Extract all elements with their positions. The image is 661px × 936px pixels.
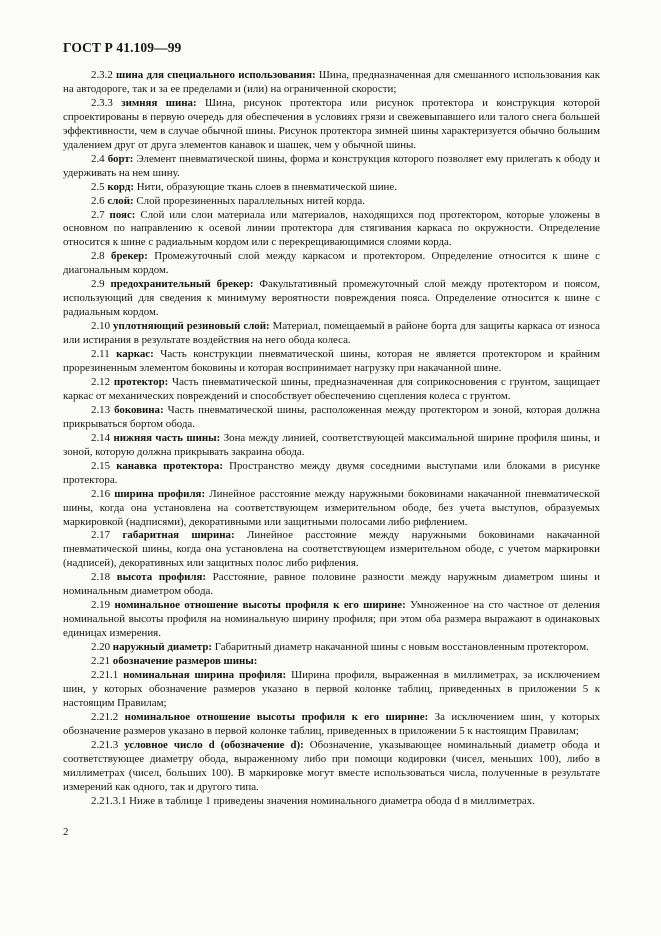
defined-term: пояс: — [109, 208, 136, 221]
clause-2-5 — [63, 181, 600, 195]
clause-number: 2.10 — [91, 320, 111, 333]
clause-2-3-2 — [63, 69, 600, 97]
defined-term: наружный диаметр: — [112, 641, 213, 654]
clause-2-10 — [63, 320, 600, 348]
definition-text: Пространство между двумя соседними выступами или блоками в рисунке протектора. — [63, 459, 600, 486]
clause-number: 2.19 — [91, 599, 111, 612]
defined-term: габаритная ширина: — [122, 529, 235, 542]
definition-text: Часть конструкции пневматической шины, которая не является протектором и крайним прорезиненным элементом боковины и которая воспринимает нагрузку при накачанной шине. — [63, 348, 600, 375]
defined-term: боковина: — [114, 403, 164, 416]
clause-number: 2.7 — [91, 208, 105, 221]
defined-term: слой: — [107, 194, 134, 207]
defined-term: борт: — [107, 152, 134, 165]
definition-text: Промежуточный слой между каркасом и протектором. Определение относится к шине с диагональным кордом. — [63, 250, 600, 277]
definition-text: Ниже в таблице 1 приведены значения номинального диаметра обода d в миллиметрах. — [129, 794, 535, 807]
clause-number: 2.21.3 — [91, 738, 119, 751]
defined-term: корд: — [107, 180, 134, 193]
clause-2-21-3 — [63, 739, 600, 795]
clause-2-19 — [63, 599, 600, 641]
clause-number: 2.13 — [91, 403, 111, 416]
document-code: ГОСТ Р 41.109—99 — [63, 40, 182, 55]
definition-text: Ширина профиля, выраженная в миллиметрах, за исключением шин, у которых обозначение размеров указано в первой колонке таблиц, приведенных в приложении 5 к настоящим Правилам; — [63, 668, 601, 709]
clause-number: 2.8 — [91, 250, 105, 263]
defined-term: канавка протектора: — [116, 459, 223, 472]
clause-2-21-1 — [63, 669, 600, 711]
definition-text: Расстояние, равное половине разности между наружным диаметром шины и номинальным диаметром обода. — [63, 571, 600, 598]
clause-number: 2.3.2 — [91, 69, 113, 81]
clause-number: 2.17 — [91, 529, 111, 542]
definition-text: Элемент пневматической шины, форма и конструкция которого позволяет ему прилегать к ободу и удерживать на нем шину. — [63, 152, 600, 179]
defined-term: шина для специального использования: — [116, 69, 316, 81]
clause-2-18 — [63, 571, 600, 599]
defined-term: зимняя шина: — [121, 96, 197, 109]
clause-2-21 — [63, 655, 600, 669]
definition-text: Обозначение, указывающее номинальный диаметр обода и соответствующее диаметру обода, выраженному либо при помощи кодировки (чисел, меньших 100), либо в миллиметрах (чисел, больших 100). В маркировке могут вместе использоваться числа, полученные в результате измерений как одного, так и другого типа. — [63, 738, 600, 793]
clause-number: 2.12 — [91, 375, 111, 388]
clause-number: 2.18 — [91, 571, 111, 584]
definition-text: Габаритный диаметр накачанной шины с новым восстановленным протектором. — [212, 641, 589, 654]
clause-number: 2.5 — [91, 180, 105, 193]
definition-text: Шина, предназначенная для смешанного использования как на автодороге, так и за ее пределами и (или) на ограниченной скорости; — [63, 69, 601, 95]
clause-2-12 — [63, 376, 600, 404]
defined-term: предохранительный брекер: — [110, 278, 254, 291]
defined-term: обозначение размеров шины: — [112, 655, 258, 668]
definition-text: Слой прорезиненных параллельных нитей корда. — [133, 194, 365, 207]
document-body — [63, 69, 600, 809]
clause-2-16 — [63, 488, 600, 530]
clause-number: 2.16 — [91, 487, 111, 500]
definition-text: Факультативный промежуточный слой между протектором и поясом, использующий для сведения к минимуму вероятности повреждения пояса. Определение относится к шине с радиальным кордом. — [63, 278, 600, 319]
definition-text: Умноженное на сто частное от деления номинальной высоты профиля на номинальную ширину профиля; при этом оба размера выражают в одинаковых единицах измерения. — [63, 599, 600, 640]
defined-term: высота профиля: — [116, 571, 207, 584]
defined-term: брекер: — [111, 250, 148, 263]
defined-term: условное число d (обозначение d): — [124, 738, 304, 751]
clause-2-14 — [63, 432, 600, 460]
definition-text: Линейное расстояние между наружными боковинами накачанной пневматической шины, когда она установлена на соответствующем измерительном ободе, без учета выступов, образуемых маркировкой (надписями), декоративными или защитными полосами либо рифлением. — [63, 487, 600, 528]
defined-term: номинальная ширина профиля: — [123, 668, 287, 681]
definition-text: Материал, помещаемый в районе борта для защиты каркаса от износа или истирания в результате воздействия на него обода колеса. — [63, 320, 600, 347]
definition-text: Зона между линией, соответствующей максимальной ширине профиля шины, и зоной, которую должна прикрывать закраина обода. — [63, 431, 601, 458]
clause-2-9 — [63, 278, 600, 320]
clause-number: 2.21.3.1 — [91, 794, 127, 807]
clause-number: 2.15 — [91, 459, 111, 472]
definition-text: Слой или слои материала или материалов, находящихся под протектором, которые уложены в основном по направлению к осевой линии протектора для стягивания каркаса по окружности. Определение относится к шине с радиальным кордом или с перекрещивающимися слоями корда. — [63, 208, 600, 249]
clause-number: 2.21 — [91, 655, 111, 668]
defined-term: ширина профиля: — [114, 487, 206, 500]
clause-number: 2.3.3 — [91, 96, 113, 109]
clause-2-6 — [63, 195, 600, 209]
definition-text: Линейное расстояние между наружными боковинами накачанной пневматической шины, когда она установлена на соответствующем измерительном ободе, с учетом маркировки (надписей), декоративных или защитных полос либо рифления. — [63, 529, 600, 570]
clause-2-21-2 — [63, 711, 600, 739]
definition-text: Нити, образующие ткань слоев в пневматической шине. — [134, 180, 397, 193]
clause-2-7 — [63, 209, 600, 251]
clause-number: 2.14 — [91, 431, 111, 444]
clause-number: 2.9 — [91, 278, 105, 291]
clause-number: 2.4 — [91, 152, 105, 165]
clause-number: 2.11 — [91, 348, 110, 361]
clause-2-21-3-1 — [63, 795, 600, 809]
definition-text: Часть пневматической шины, предназначенная для соприкосновения с грунтом, защищает каркас от механических повреждений и способствует обеспечению сцепления колеса с грунтом. — [63, 375, 600, 402]
clause-number: 2.21.2 — [91, 710, 119, 723]
defined-term: номинальное отношение высоты профиля к его ширине: — [114, 599, 406, 612]
defined-term: номинальное отношение высоты профиля к его ширине: — [124, 710, 429, 723]
clause-2-20 — [63, 641, 600, 655]
page-number: 2 — [63, 826, 69, 838]
defined-term: протектор: — [113, 375, 169, 388]
defined-term: каркас: — [116, 348, 154, 361]
clause-number: 2.20 — [91, 641, 111, 654]
clause-2-8 — [63, 250, 600, 278]
clause-2-17 — [63, 529, 600, 571]
clause-2-3-3 — [63, 97, 600, 153]
clause-2-13 — [63, 404, 600, 432]
clause-2-11 — [63, 348, 600, 376]
clause-number: 2.21.1 — [91, 668, 119, 681]
definition-text: Шина, рисунок протектора или рисунок протектора и конструкция которой спроектированы в первую очередь для обеспечения в условиях грязи и свежевыпавшего или талого снега большей эффективности, чем в случае обычной шины. Рисунок протектора зимней шины характеризуется обычно большим удалением друг от друга элементов канавок и шашек, чем у обычной шины. — [63, 96, 600, 151]
defined-term: нижняя часть шины: — [113, 431, 221, 444]
clause-2-15 — [63, 460, 600, 488]
clause-number: 2.6 — [91, 194, 105, 207]
defined-term: уплотняющий резиновый слой: — [113, 320, 270, 333]
definition-text: За исключением шин, у которых обозначение размеров указано в первой колонке таблиц, приведенных в приложении 5 к настоящим Правилам; — [63, 710, 600, 737]
definition-text: Часть пневматической шины, расположенная между протектором и зоной, которая должна прикрываться бортом обода. — [63, 403, 600, 430]
clause-2-4 — [63, 153, 600, 181]
